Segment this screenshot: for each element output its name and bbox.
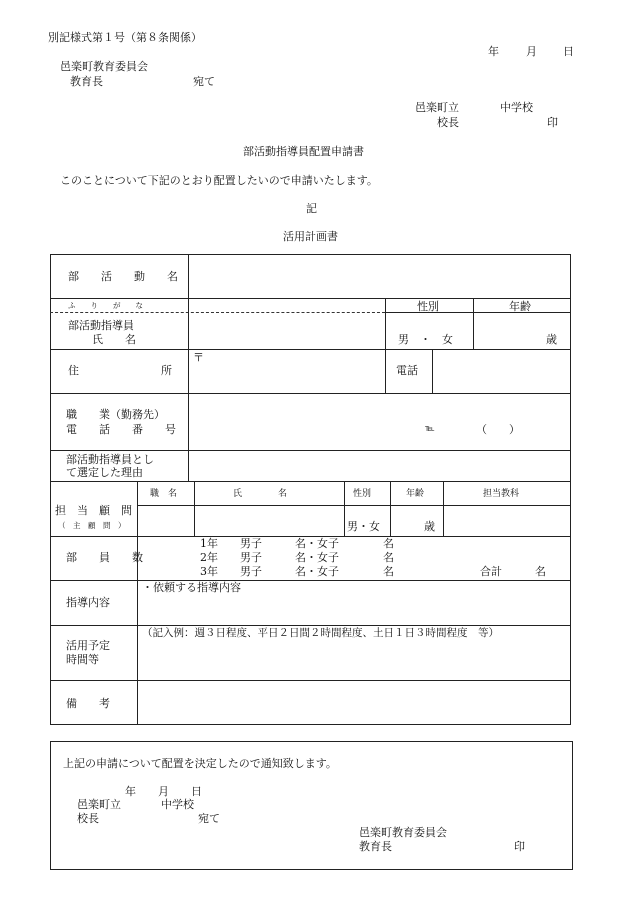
- row-divider: [50, 393, 571, 394]
- postal-mark: 〒: [193, 351, 204, 364]
- occupation-phone-label: 電 話 番 号: [66, 423, 176, 436]
- advisor-subject-field[interactable]: [445, 507, 569, 534]
- row-divider: [50, 450, 571, 451]
- advisor-col-subject: 担当教科: [483, 489, 520, 499]
- members-row-3: 3年 男子 名・女子 名: [200, 565, 394, 578]
- applicant-seal: 印: [547, 116, 558, 129]
- schedule-field[interactable]: [139, 643, 569, 678]
- members-row-1: 1年 男子 名・女子 名: [200, 537, 394, 550]
- notice-date: 年 月 日: [125, 785, 202, 798]
- notice-school-suffix: 中学校: [161, 798, 194, 811]
- phone-field[interactable]: [434, 351, 569, 391]
- row-divider: [50, 349, 571, 350]
- furigana-label: ふ り が な: [68, 301, 143, 310]
- age-label: 年齢: [509, 300, 531, 313]
- instructor-name-label: 氏 名: [92, 333, 136, 346]
- col-divider: [432, 349, 433, 393]
- col-divider: [344, 481, 345, 536]
- ki-mark: 記: [306, 202, 317, 215]
- advisor-label: 担 当 顧 問: [55, 504, 132, 517]
- notice-school-prefix: 邑楽町立: [77, 798, 121, 811]
- instructor-name-field[interactable]: [190, 314, 383, 347]
- advisor-name-field[interactable]: [196, 507, 342, 534]
- date-day: 日: [563, 45, 574, 58]
- row-divider: [50, 625, 571, 626]
- advisor-col-title: 職 名: [150, 489, 178, 499]
- row-divider: [137, 505, 571, 506]
- advisor-title-field[interactable]: [139, 507, 192, 534]
- advisor-col-age: 年齢: [406, 489, 425, 499]
- schedule-example: （記入例：週３日程度、平日２日間２時間程度、土日１日３時間程度 等）: [142, 627, 499, 639]
- guidance-label: 指導内容: [66, 596, 110, 609]
- schedule-label-2: 時間等: [66, 653, 99, 666]
- addressee-title: 教育長: [70, 75, 103, 88]
- schedule-label-1: 活用予定: [66, 639, 110, 652]
- address-label-1: 住: [68, 364, 79, 377]
- notice-suffix: 宛て: [198, 812, 220, 825]
- col-divider: [443, 481, 444, 536]
- addressee-suffix: 宛て: [193, 75, 215, 88]
- notice-principal: 校長: [77, 812, 99, 825]
- col-divider: [188, 254, 189, 481]
- gender-options[interactable]: 男 ・ 女: [398, 333, 453, 346]
- form-label: 別記様式第１号（第８条関係）: [48, 31, 202, 44]
- notice-from-title: 教育長: [359, 840, 392, 853]
- club-name-label: 部 活 動 名: [68, 270, 178, 283]
- address-field[interactable]: [190, 351, 383, 391]
- tel-mark: ℡: [425, 424, 435, 434]
- members-total: 合計 名: [480, 565, 546, 578]
- addressee-org: 邑楽町教育委員会: [60, 60, 148, 73]
- col-divider: [194, 481, 195, 536]
- advisor-age-unit: 歳: [424, 520, 435, 533]
- row-divider: [50, 580, 571, 581]
- document-title: 部活動指導員配置申請書: [243, 145, 364, 158]
- phone-label: 電話: [396, 364, 418, 377]
- intro-text: このことについて下記のとおり配置したいので申請いたします。: [60, 174, 378, 187]
- applicant-school-suffix: 中学校: [500, 101, 533, 114]
- applicant-title: 校長: [437, 116, 459, 129]
- advisor-col-gender: 性別: [353, 489, 372, 499]
- col-divider: [385, 349, 386, 393]
- remarks-label: 備 考: [66, 697, 110, 710]
- row-divider: [385, 312, 571, 313]
- members-row-2: 2年 男子 名・女子 名: [200, 551, 394, 564]
- furigana-field[interactable]: [190, 300, 383, 311]
- reason-label-1: 部活動指導員とし: [66, 453, 154, 466]
- club-name-field[interactable]: [190, 256, 569, 296]
- applicant-school-prefix: 邑楽町立: [415, 101, 459, 114]
- reason-field[interactable]: [190, 452, 569, 479]
- notice-text: 上記の申請について配置を決定したので通知致します。: [63, 757, 337, 770]
- notice-from-org: 邑楽町教育委員会: [359, 826, 447, 839]
- instructor-label: 部活動指導員: [68, 319, 134, 332]
- guidance-field[interactable]: [139, 596, 569, 623]
- members-label: 部 員 数: [66, 551, 143, 564]
- row-divider: [50, 298, 571, 299]
- furigana-dashed-line: [50, 312, 385, 313]
- advisor-col-name: 氏 名: [233, 489, 288, 499]
- age-unit: 歳: [546, 333, 557, 346]
- remarks-field[interactable]: [139, 682, 569, 723]
- advisor-gender-options[interactable]: 男・女: [347, 520, 380, 533]
- occupation-field[interactable]: [190, 395, 569, 448]
- col-divider: [473, 298, 474, 349]
- plan-title: 活用計画書: [283, 230, 338, 243]
- reason-label-2: て選定した理由: [66, 466, 143, 479]
- guidance-note: ・依頼する指導内容: [142, 581, 241, 594]
- occupation-label: 職 業（勤務先）: [66, 408, 165, 421]
- advisor-sub-label: （ 主 顧 問 ）: [58, 521, 126, 530]
- tel-parens: （ ）: [476, 423, 520, 436]
- gender-label: 性別: [417, 300, 439, 313]
- date-year: 年: [488, 45, 499, 58]
- date-month: 月: [526, 45, 537, 58]
- row-divider: [50, 680, 571, 681]
- address-label-2: 所: [161, 364, 172, 377]
- col-divider: [390, 481, 391, 536]
- row-divider: [50, 481, 571, 482]
- col-divider: [385, 298, 386, 349]
- notice-seal: 印: [514, 840, 525, 853]
- col-divider: [137, 481, 138, 725]
